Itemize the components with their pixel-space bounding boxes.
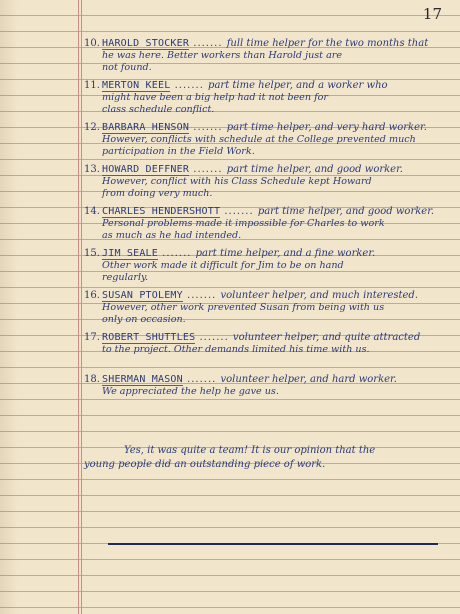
helper-entry <box>84 248 450 290</box>
helper-description: part time helper, and good worker. <box>257 206 435 217</box>
entry-first-line <box>84 80 450 92</box>
helper-name: MERTON KEEL <box>102 80 171 91</box>
margin-line-inner <box>81 0 82 614</box>
entry-first-line <box>84 374 450 386</box>
helper-entry <box>84 374 450 416</box>
margin-line <box>78 0 79 614</box>
entry-first-line <box>84 290 450 302</box>
closing-paragraph <box>84 444 452 472</box>
helper-entry <box>84 206 450 248</box>
entry-first-line <box>84 164 450 176</box>
closing-line-2: young people did an outstanding piece of work. <box>84 459 326 470</box>
entry-first-line <box>84 206 450 218</box>
leader-dots: ....... <box>182 290 221 301</box>
entry-number: 15. <box>84 248 100 259</box>
description-continuation: However, conflict with his Class Schedule kept Howard <box>102 176 372 187</box>
helper-entry <box>84 38 450 80</box>
description-continuation: We appreciated the help he gave us. <box>102 386 279 397</box>
description-continuation: participation in the Field Work. <box>102 146 255 157</box>
entry-first-line <box>84 332 450 344</box>
description-continuation: Other work made it difficult for Jim to be on hand <box>102 260 344 271</box>
helper-description: volunteer helper, and hard worker. <box>220 374 397 385</box>
entry-first-line <box>84 122 450 134</box>
entry-first-line <box>84 38 450 50</box>
helper-entry <box>84 332 450 374</box>
helper-list <box>84 38 450 416</box>
description-continuation: However, other work prevented Susan from being with us <box>102 302 385 313</box>
description-continuation: he was here. Better workers than Harold just are <box>102 50 343 61</box>
entry-first-line <box>84 248 450 260</box>
helper-name: ROBERT SHUTTLES <box>102 332 196 343</box>
helper-name: HOWARD DEFFNER <box>102 164 190 175</box>
description-continuation: only on occasion. <box>102 314 186 325</box>
closing-line-1: Yes, it was quite a team! It is our opinion that the <box>124 445 376 456</box>
entry-number: 16. <box>84 290 100 301</box>
helper-entry <box>84 290 450 332</box>
description-continuation: from doing very much. <box>102 188 213 199</box>
helper-name: CHARLES HENDERSHOTT <box>102 206 221 217</box>
entry-number: 10. <box>84 38 100 49</box>
helper-description: part time helper, and very hard worker. <box>226 122 427 133</box>
leader-dots: ....... <box>182 374 221 385</box>
helper-name: JIM SEALE <box>102 248 158 259</box>
helper-description: volunteer helper, and quite attracted <box>232 332 421 343</box>
description-continuation: class schedule conflict. <box>102 104 215 115</box>
entry-number: 18. <box>84 374 100 385</box>
helper-entry <box>84 80 450 122</box>
leader-dots: ....... <box>220 206 258 217</box>
closing-rule <box>108 543 438 545</box>
description-continuation: to the project. Other demands limited his time with us. <box>102 344 370 355</box>
leader-dots: ....... <box>170 80 209 91</box>
leader-dots: ....... <box>189 164 227 175</box>
helper-entry <box>84 164 450 206</box>
helper-description: part time helper, and a fine worker. <box>195 248 376 259</box>
description-continuation: Personal problems made it impossible for Charles to work <box>102 218 385 229</box>
entry-number: 13. <box>84 164 100 175</box>
entry-number: 14. <box>84 206 100 217</box>
leader-dots: ....... <box>158 248 196 259</box>
entry-number: 11. <box>84 80 100 91</box>
helper-description: volunteer helper, and much interested. <box>220 290 419 301</box>
helper-name: BARBARA HENSON <box>102 122 190 133</box>
description-continuation: might have been a big help had it not been for <box>102 92 329 103</box>
helper-description: part time helper, and good worker. <box>226 164 403 175</box>
helper-name: SHERMAN MASON <box>102 374 183 385</box>
entry-number: 17. <box>84 332 100 343</box>
entry-number: 12. <box>84 122 100 133</box>
helper-description: full time helper for the two months that <box>226 38 429 49</box>
helper-name: HAROLD STOCKER <box>102 38 190 49</box>
description-continuation: as much as he had intended. <box>102 230 242 241</box>
description-continuation: However, conflicts with schedule at the College prevented much <box>102 134 416 145</box>
page-number: 17 <box>422 5 442 23</box>
description-continuation: not found. <box>102 62 152 73</box>
helper-entry <box>84 122 450 164</box>
leader-dots: ....... <box>189 38 227 49</box>
description-continuation: regularly. <box>102 272 149 283</box>
leader-dots: ....... <box>189 122 227 133</box>
helper-name: SUSAN PTOLEMY <box>102 290 183 301</box>
leader-dots: ....... <box>195 332 233 343</box>
helper-description: part time helper, and a worker who <box>208 80 388 91</box>
